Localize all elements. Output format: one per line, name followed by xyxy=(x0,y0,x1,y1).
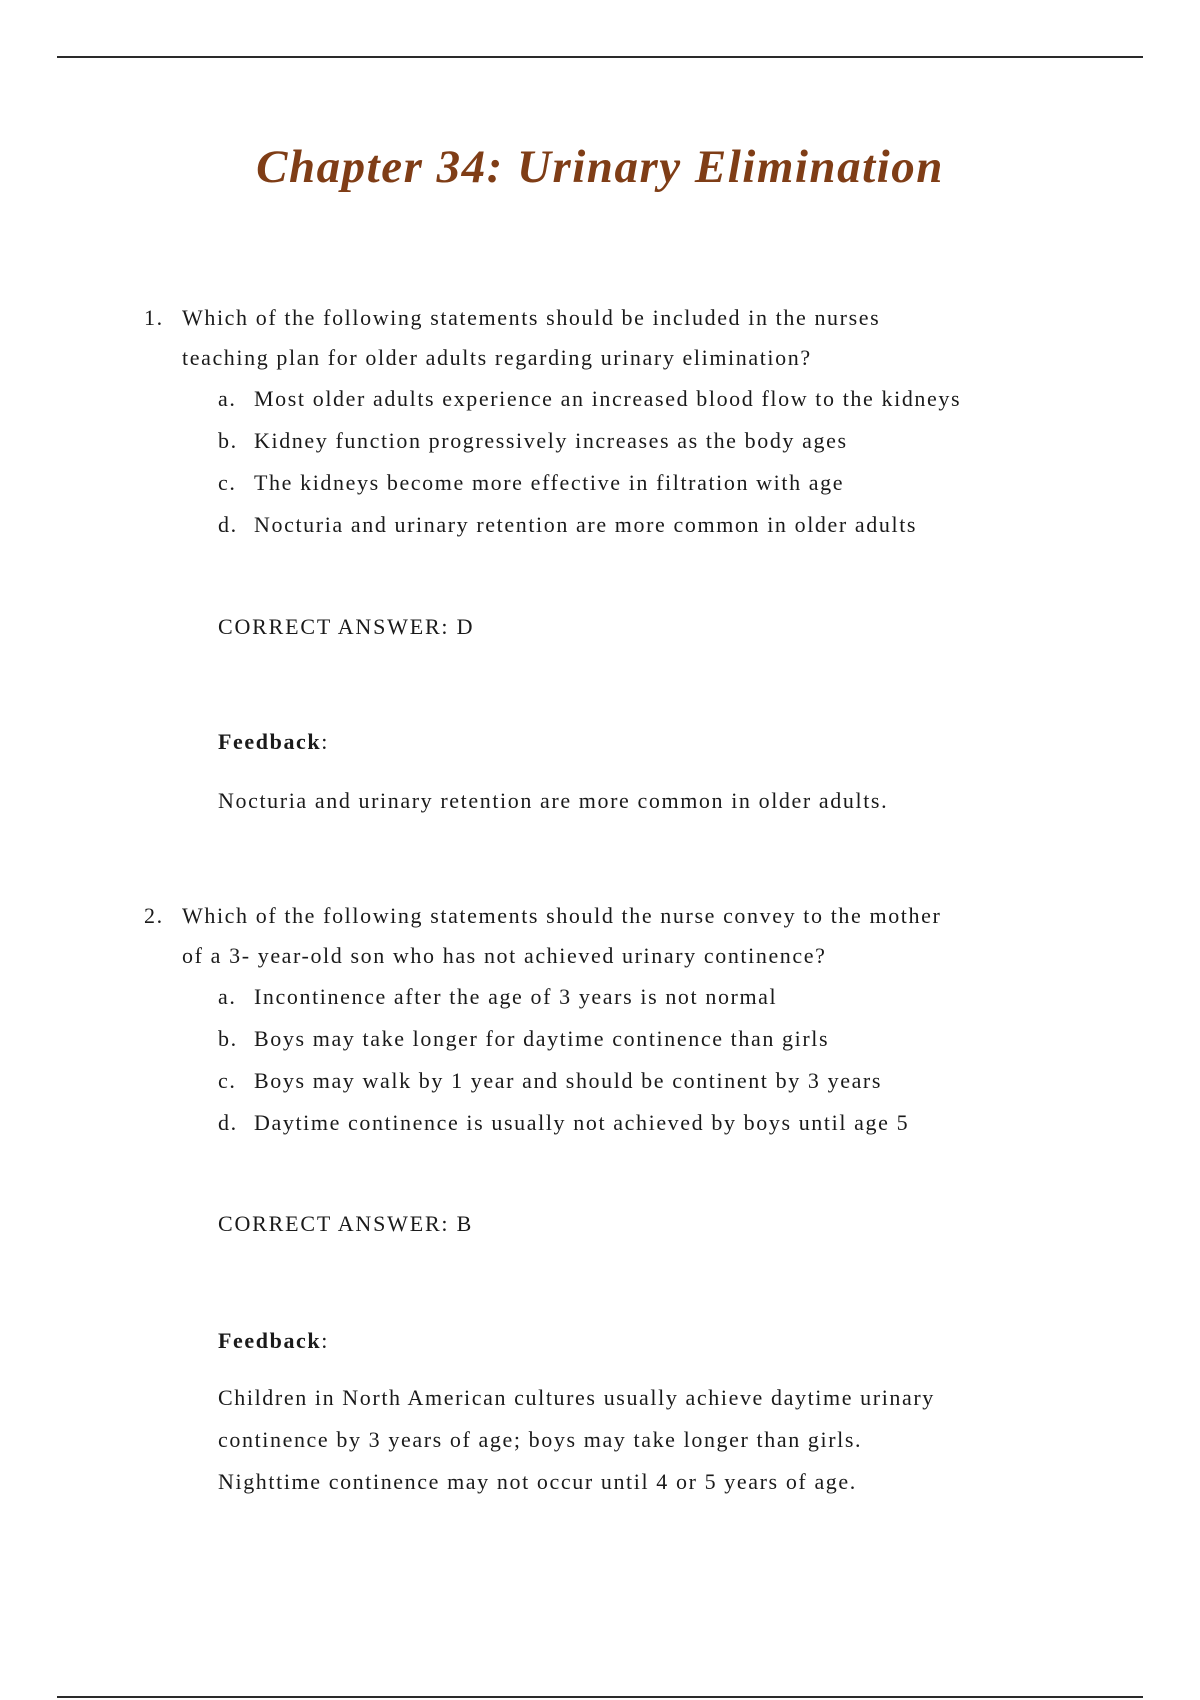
option-text: The kidneys become more effective in filtration with age xyxy=(254,470,845,495)
question-2-stem-line-2: of a 3- year-old son who has not achieved urinary continence? xyxy=(182,943,827,968)
option-text: Incontinence after the age of 3 years is not normal xyxy=(254,984,778,1009)
option-text: Most older adults experience an increased blood flow to the kidneys xyxy=(254,386,962,411)
option-letter: d. xyxy=(218,1110,238,1135)
question-1-option-a xyxy=(218,378,1064,420)
feedback-line: Children in North American cultures usually achieve daytime urinary xyxy=(218,1385,935,1410)
page-title: Chapter 34: Urinary Elimination xyxy=(256,141,944,193)
option-letter: d. xyxy=(218,512,238,537)
question-2-number: 2. xyxy=(144,903,164,928)
option-text: Daytime continence is usually not achieved by boys until age 5 xyxy=(254,1110,910,1135)
feedback-label-text: Feedback xyxy=(218,1328,322,1353)
question-2-feedback-label xyxy=(218,1326,329,1356)
option-text: Boys may walk by 1 year and should be continent by 3 years xyxy=(254,1068,883,1093)
feedback-line: Nighttime continence may not occur until 4 or 5 years of age. xyxy=(218,1469,857,1494)
question-2-option-d xyxy=(218,1102,1064,1144)
question-2-stem xyxy=(144,896,1064,976)
feedback-line: continence by 3 years of age; boys may take longer than girls. xyxy=(218,1427,863,1452)
question-1-feedback-text xyxy=(218,780,1078,822)
option-text: Nocturia and urinary retention are more common in older adults xyxy=(254,512,918,537)
question-1-option-b xyxy=(218,420,1064,462)
question-1-stem xyxy=(144,298,1064,378)
question-1-option-c xyxy=(218,462,1064,504)
question-1-number: 1. xyxy=(144,305,164,330)
option-letter: c. xyxy=(218,470,237,495)
question-1-options xyxy=(218,378,1064,546)
option-letter: b. xyxy=(218,1026,238,1051)
question-1-correct-answer: CORRECT ANSWER: D xyxy=(218,614,475,639)
feedback-label-colon: : xyxy=(321,729,329,754)
question-1-stem-line-2: teaching plan for older adults regarding urinary elimination? xyxy=(182,345,812,370)
question-2-stem-line-1: Which of the following statements should the nurse convey to the mother xyxy=(182,903,942,928)
option-text: Kidney function progressively increases as the body ages xyxy=(254,428,848,453)
feedback-line: Nocturia and urinary retention are more common in older adults. xyxy=(218,788,889,813)
question-1-stem-line-1: Which of the following statements should be included in the nurses xyxy=(182,305,881,330)
top-rule xyxy=(57,56,1143,58)
question-1-feedback-label xyxy=(218,727,329,757)
question-2 xyxy=(144,896,1064,1144)
feedback-label-text: Feedback xyxy=(218,729,322,754)
option-letter: c. xyxy=(218,1068,237,1093)
option-letter: b. xyxy=(218,428,238,453)
question-2-option-a xyxy=(218,976,1064,1018)
question-2-options xyxy=(218,976,1064,1144)
option-letter: a. xyxy=(218,984,237,1009)
feedback-label-colon: : xyxy=(321,1328,329,1353)
question-2-option-c xyxy=(218,1060,1064,1102)
bottom-rule xyxy=(57,1696,1143,1698)
question-2-option-b xyxy=(218,1018,1064,1060)
option-letter: a. xyxy=(218,386,237,411)
option-text: Boys may take longer for daytime continence than girls xyxy=(254,1026,830,1051)
question-1-option-d xyxy=(218,504,1064,546)
question-2-feedback-text xyxy=(218,1377,1078,1503)
question-1 xyxy=(144,298,1064,546)
question-2-correct-answer: CORRECT ANSWER: B xyxy=(218,1211,474,1236)
